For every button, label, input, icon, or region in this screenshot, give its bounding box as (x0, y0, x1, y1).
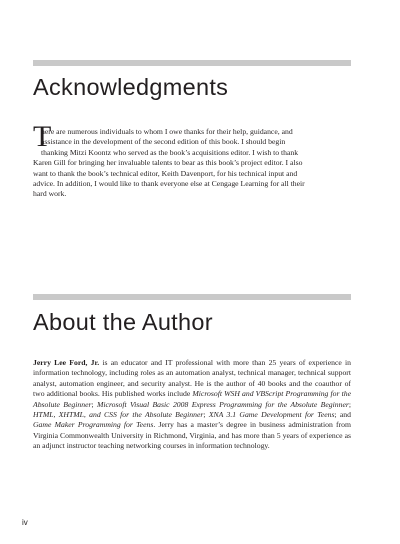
acknowledgments-line: hard work. (33, 189, 67, 199)
bio-text: ; (91, 399, 98, 409)
book-title: HTML, XHTML, and CSS for the Absolute Beginner (33, 410, 204, 420)
bio-text: . Jerry has a master’s degree in business administration from Virginia Commonwealth University in Richmond, Virginia, and has more than 5 years of experience as an adjunct instructor teaching networking courses in information technology. (33, 420, 351, 451)
section-rule-middle (33, 294, 351, 300)
acknowledgments-line: Karen Gill for bringing her invaluable talents to bear as this book’s project editor. I also (33, 158, 303, 168)
book-title: Microsoft Visual Basic 2008 Express Programming for the Absolute Beginner (97, 399, 349, 409)
acknowledgments-line: advice. In addition, I would like to thank everyone else at Cengage Learning for all their (33, 179, 305, 189)
bio-text: is an educator and IT professional with more than 25 years of experience in information technology, including roles as an automation analyst, technical manager, technical support analyst, automation engineer, and security analyst. He is the author of 40 books and the coauthor of two additional books. His published works include (33, 358, 352, 399)
book-title: Game Maker Programming for Teens (33, 420, 154, 430)
bio-text: ; and (334, 410, 351, 420)
bio-text: ; (348, 399, 351, 409)
acknowledgments-line: thanking Mitzi Koontz who served as the book’s acquisitions editor. I wish to thank (41, 147, 299, 157)
page-number: iv (22, 518, 28, 527)
acknowledgments-paragraph (33, 127, 351, 200)
about-author-paragraph (33, 358, 351, 452)
section-rule-top (33, 60, 351, 66)
drop-cap: T (33, 120, 52, 153)
acknowledgments-line: want to thank the book’s technical editor, Keith Davenport, for his technical input and (33, 168, 298, 178)
book-title: Microsoft WSH and VBScript Programming for the Absolute Beginner (33, 389, 351, 409)
book-title: XNA 3.1 Game Development for Teens (208, 410, 335, 420)
acknowledgments-heading: Acknowledgments (33, 74, 229, 100)
author-name: Jerry Lee Ford, Jr. (33, 358, 100, 367)
bio-text: ; (203, 410, 209, 420)
about-author-heading: About the Author (33, 309, 213, 335)
acknowledgments-line: assistance in the development of the second edition of this book. I should begin (41, 137, 286, 147)
acknowledgments-line: here are numerous individuals to whom I owe thanks for their help, guidance, and (41, 127, 293, 136)
